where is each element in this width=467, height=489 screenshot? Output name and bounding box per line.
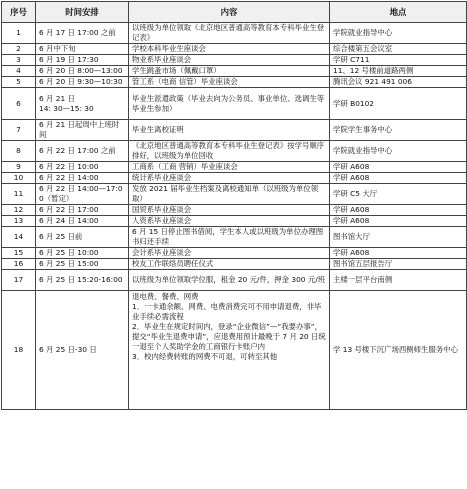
row-place: 腾讯会议 921 491 006 <box>330 77 467 88</box>
table-row <box>2 66 467 77</box>
table-row <box>2 291 467 410</box>
table-row <box>2 162 467 173</box>
row-content: 会计系毕业座谈会 <box>129 248 330 259</box>
row-content: 统计系毕业座谈会 <box>129 173 330 184</box>
row-place: 学院就业指导中心 <box>330 23 467 44</box>
table-row <box>2 44 467 55</box>
row-time: 6 月中下旬 <box>36 44 129 55</box>
row-time: 6 月 25 日前 <box>36 227 129 248</box>
table-row <box>2 248 467 259</box>
table-row <box>2 120 467 141</box>
row-content: 以班级为单位领取学位服，租金 20 元/件，押金 300 元/班 <box>129 270 330 291</box>
row-time: 6 月 19 日 17:30 <box>36 55 129 66</box>
row-time: 6 月 20 日 8:00—13:00 <box>36 66 129 77</box>
row-no: 11 <box>2 184 36 205</box>
table-row <box>2 55 467 66</box>
row-place: 综合楼第五会议室 <box>330 44 467 55</box>
row-content: 物业系毕业座谈会 <box>129 55 330 66</box>
row-content: 工商系（工商 营销）毕业座谈会 <box>129 162 330 173</box>
header-content: 内容 <box>129 2 330 23</box>
row-place: 图书馆大厅 <box>330 227 467 248</box>
table-row <box>2 270 467 291</box>
row-content: 学校本科毕业生座谈会 <box>129 44 330 55</box>
row-no: 3 <box>2 55 36 66</box>
row-no: 7 <box>2 120 36 141</box>
row-content: 国贸系毕业座谈会 <box>129 205 330 216</box>
schedule-table <box>1 1 467 410</box>
row-time: 6 月 22 日 10:00 <box>36 162 129 173</box>
table-row <box>2 88 467 120</box>
row-content: 6 月 15 日停止图书借阅，学生本人或以班级为单位办理图书归还手续 <box>129 227 330 248</box>
table-row <box>2 227 467 248</box>
row-place: 学研 A608 <box>330 216 467 227</box>
table-row <box>2 23 467 44</box>
row-place: 学院就业指导中心 <box>330 141 467 162</box>
row-place: 图书馆五层报告厅 <box>330 259 467 270</box>
row-content: 管工系（电商 信管）毕业座谈会 <box>129 77 330 88</box>
header-no: 序号 <box>2 2 36 23</box>
row-time: 6 月 22 日 17:00 之前 <box>36 141 129 162</box>
row-content: 以班级为单位领取《北京地区普通高等教育本专科毕业生登记表》 <box>129 23 330 44</box>
row-place: 学研 A608 <box>330 162 467 173</box>
row-time: 6 月 22 日 14:00—17:00（暂定） <box>36 184 129 205</box>
row-time: 6 月 21 日起周中上班时间 <box>36 120 129 141</box>
row-content: 校友工作联络员聘任仪式 <box>129 259 330 270</box>
row-content: 毕业生派遣政策（毕业去向为公务员、事业单位、选调生等毕业生参加） <box>129 88 330 120</box>
row-no: 10 <box>2 173 36 184</box>
row-no: 5 <box>2 77 36 88</box>
row-time: 6 月 25 日 10:00 <box>36 248 129 259</box>
row-place: 学研 B0102 <box>330 88 467 120</box>
table-row <box>2 216 467 227</box>
table-row <box>2 205 467 216</box>
row-content: 学生跳蚤市场（佩戴口罩） <box>129 66 330 77</box>
row-no: 12 <box>2 205 36 216</box>
row-no: 17 <box>2 270 36 291</box>
row-content: 《北京地区普通高等教育本专科毕业生登记表》按学号顺序排好，以班级为单位回收 <box>129 141 330 162</box>
row-no: 14 <box>2 227 36 248</box>
header-place: 地点 <box>330 2 467 23</box>
row-content: 毕业生离校证明 <box>129 120 330 141</box>
row-content: 退电费、餐费、网费 1．一卡通余额、网费、电费消费完可不用申请退费，非毕业手续必需流程 2．毕业生在规定时间内，登录“企业微信”—“我要办事”，提交“毕业生退费申请”，应退费用预计最晚于 7 月 20 日统一退至个人奖助学金的工商银行卡账户内 3．校内经费转账的网费不可退，可转至其他 <box>129 291 330 410</box>
row-no: 13 <box>2 216 36 227</box>
row-no: 8 <box>2 141 36 162</box>
row-no: 15 <box>2 248 36 259</box>
row-time: 6 月 25 日 15:00 <box>36 259 129 270</box>
header-time: 时间安排 <box>36 2 129 23</box>
row-time: 6 月 22 日 14:00 <box>36 173 129 184</box>
row-content: 发放 2021 届毕业生档案及离校通知单（以班级为单位领取） <box>129 184 330 205</box>
row-place: 学研 A608 <box>330 173 467 184</box>
table-row <box>2 184 467 205</box>
row-time: 6 月 17 日 17:00 之前 <box>36 23 129 44</box>
row-place: 学研 A608 <box>330 205 467 216</box>
row-place: 学 13 号楼下沉广场西侧师生服务中心 <box>330 291 467 410</box>
row-place: 11、12 号楼前道路两侧 <box>330 66 467 77</box>
row-no: 4 <box>2 66 36 77</box>
row-time: 6 月 24 日 14:00 <box>36 216 129 227</box>
table-row <box>2 173 467 184</box>
row-place: 学院学生事务中心 <box>330 120 467 141</box>
row-place: 主楼一层平台南侧 <box>330 270 467 291</box>
row-time: 6 月 25 日 15:20-16:00 <box>36 270 129 291</box>
table-row <box>2 141 467 162</box>
row-no: 18 <box>2 291 36 410</box>
row-time: 6 月 25 日-30 日 <box>36 291 129 410</box>
row-place: 学研 C711 <box>330 55 467 66</box>
row-no: 9 <box>2 162 36 173</box>
row-place: 学研 C5 大厅 <box>330 184 467 205</box>
row-time: 6 月 21 日 14: 30—15: 30 <box>36 88 129 120</box>
row-no: 16 <box>2 259 36 270</box>
row-content: 人资系毕业座谈会 <box>129 216 330 227</box>
table-row <box>2 77 467 88</box>
header-row <box>2 2 467 23</box>
table-row <box>2 259 467 270</box>
row-no: 2 <box>2 44 36 55</box>
row-time: 6 月 22 日 17:00 <box>36 205 129 216</box>
row-time: 6 月 20 日 9:30—10:30 <box>36 77 129 88</box>
row-no: 1 <box>2 23 36 44</box>
row-place: 学研 A608 <box>330 248 467 259</box>
row-no: 6 <box>2 88 36 120</box>
